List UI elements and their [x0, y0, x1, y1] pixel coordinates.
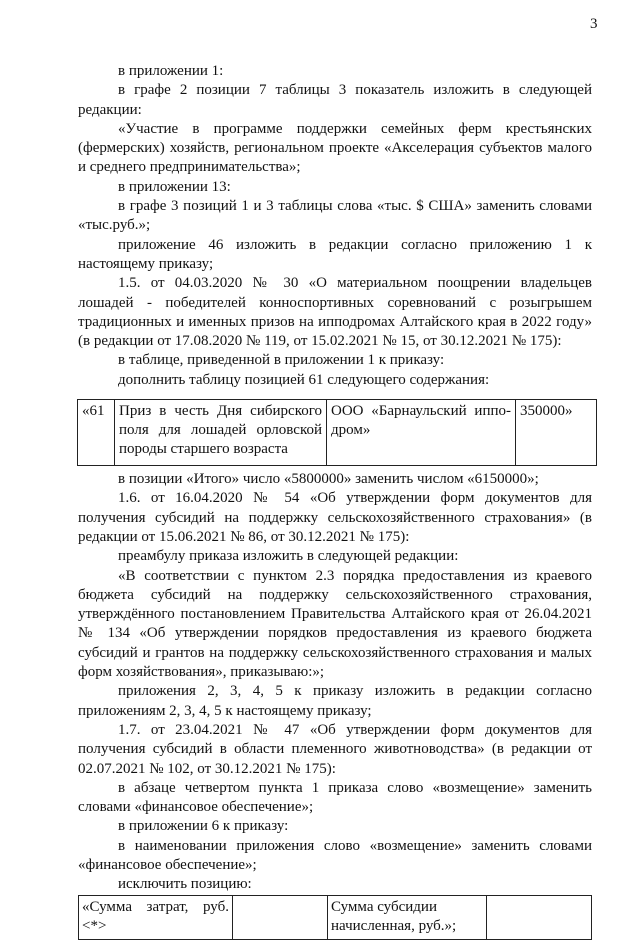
cost-sum-line: <*> — [82, 917, 107, 934]
cost-sum-cell — [79, 895, 233, 939]
paragraph: в таблице, приведенной в приложении 1 к приказу: — [118, 352, 445, 369]
document-body — [78, 62, 592, 940]
paragraph: в графе 2 позиции 7 таблицы 3 показатель изложить в следующей редакции: — [78, 82, 592, 118]
subsidy-sum-cell: Сумма субсидии начисленная, руб.»; — [328, 895, 487, 939]
organization-line: ООО «Барнаульский иппо- — [331, 403, 511, 420]
position-61-table — [77, 399, 597, 466]
paragraph: в приложении 1: — [118, 63, 224, 79]
paragraph: приложение 46 изложить в редакции согласно приложению 1 к настоящему приказу; — [78, 236, 592, 272]
paragraph: в приложении 13: — [118, 178, 231, 195]
empty-cell — [233, 895, 328, 939]
organization-cell — [327, 400, 516, 466]
excluded-position-table — [78, 895, 592, 940]
amount-cell: 350000» — [516, 400, 597, 466]
empty-cell — [487, 895, 592, 939]
paragraph: исключить позицию: — [118, 876, 252, 893]
prize-name-cell: Приз в честь Дня сибирского поля для лошадей орловской породы старшего возраста — [115, 400, 327, 466]
paragraph: дополнить таблицу позицией 61 следующего содержания: — [118, 371, 490, 388]
organization-line: дром» — [331, 422, 371, 439]
paragraph: в графе 3 позиций 1 и 3 таблицы слова «тыс. $ США» заменить словами «тыс.руб.»; — [78, 198, 592, 234]
paragraph: в позиции «Итого» число «5800000» заменить числом «6150000»; — [118, 471, 539, 488]
table-row — [79, 895, 592, 939]
paragraph: «В соответствии с пунктом 2.3 порядка предоставления из краевого бюджета субсидий на поддержку сельскохозяйственного страхования, утверждённого постановлением Правительства Алтайского края от 26.04.2021 № 134 «Об утверждении порядков предоставления из краевого бюджета субсидий и грантов на поддержку сельскохозяйственного страхования и малых форм хозяйствования», приказываю:»; — [78, 567, 592, 681]
paragraph: в наименовании приложения слово «возмещение» заменить словами «финансовое обеспечение»; — [78, 837, 592, 873]
paragraph: 1.6. от 16.04.2020 № 54 «Об утверждении форм документов для получения субсидий на поддержку сельскохозяйственного страхования» (в редакции от 15.06.2021 № 86, от 30.12.2021 № 175): — [78, 490, 592, 545]
page-number: 3 — [590, 16, 598, 32]
paragraph: 1.7. от 23.04.2021 № 47 «Об утверждении форм документов для получения субсидий в области племенного животноводства» (в редакции от 02.07.2021 № 102, от 30.12.2021 № 175): — [78, 721, 592, 777]
paragraph: преамбулу приказа изложить в следующей редакции: — [118, 548, 459, 565]
paragraph: приложения 2, 3, 4, 5 к приказу изложить в редакции согласно приложениям 2, 3, 4, 5 к настоящему приказу; — [78, 683, 592, 719]
position-number-cell: «61 — [78, 400, 115, 466]
paragraph: в абзаце четвертом пункта 1 приказа слово «возмещение» заменить словами «финансовое обеспечение»; — [78, 779, 592, 816]
cost-sum-line: «Сумма затрат, руб. — [82, 898, 229, 915]
table-row — [78, 400, 597, 466]
paragraph: «Участие в программе поддержки семейных ферм крестьянских (фермерских) хозяйств, региональном проекте «Акселерация субъектов малого и среднего предпринимательства»; — [78, 120, 592, 176]
paragraph: в приложении 6 к приказу: — [118, 818, 289, 835]
paragraph: 1.5. от 04.03.2020 № 30 «О материальном поощрении владельцев лошадей - победителей конноспортивных соревнований с розыгрышем традиционных и именных призов на ипподромах Алтайского края в 2022 году» (в редакции от 17.08.2020 № 119, от 15.02.2021 № 15, от 30.12.2021 № 175): — [78, 275, 592, 350]
